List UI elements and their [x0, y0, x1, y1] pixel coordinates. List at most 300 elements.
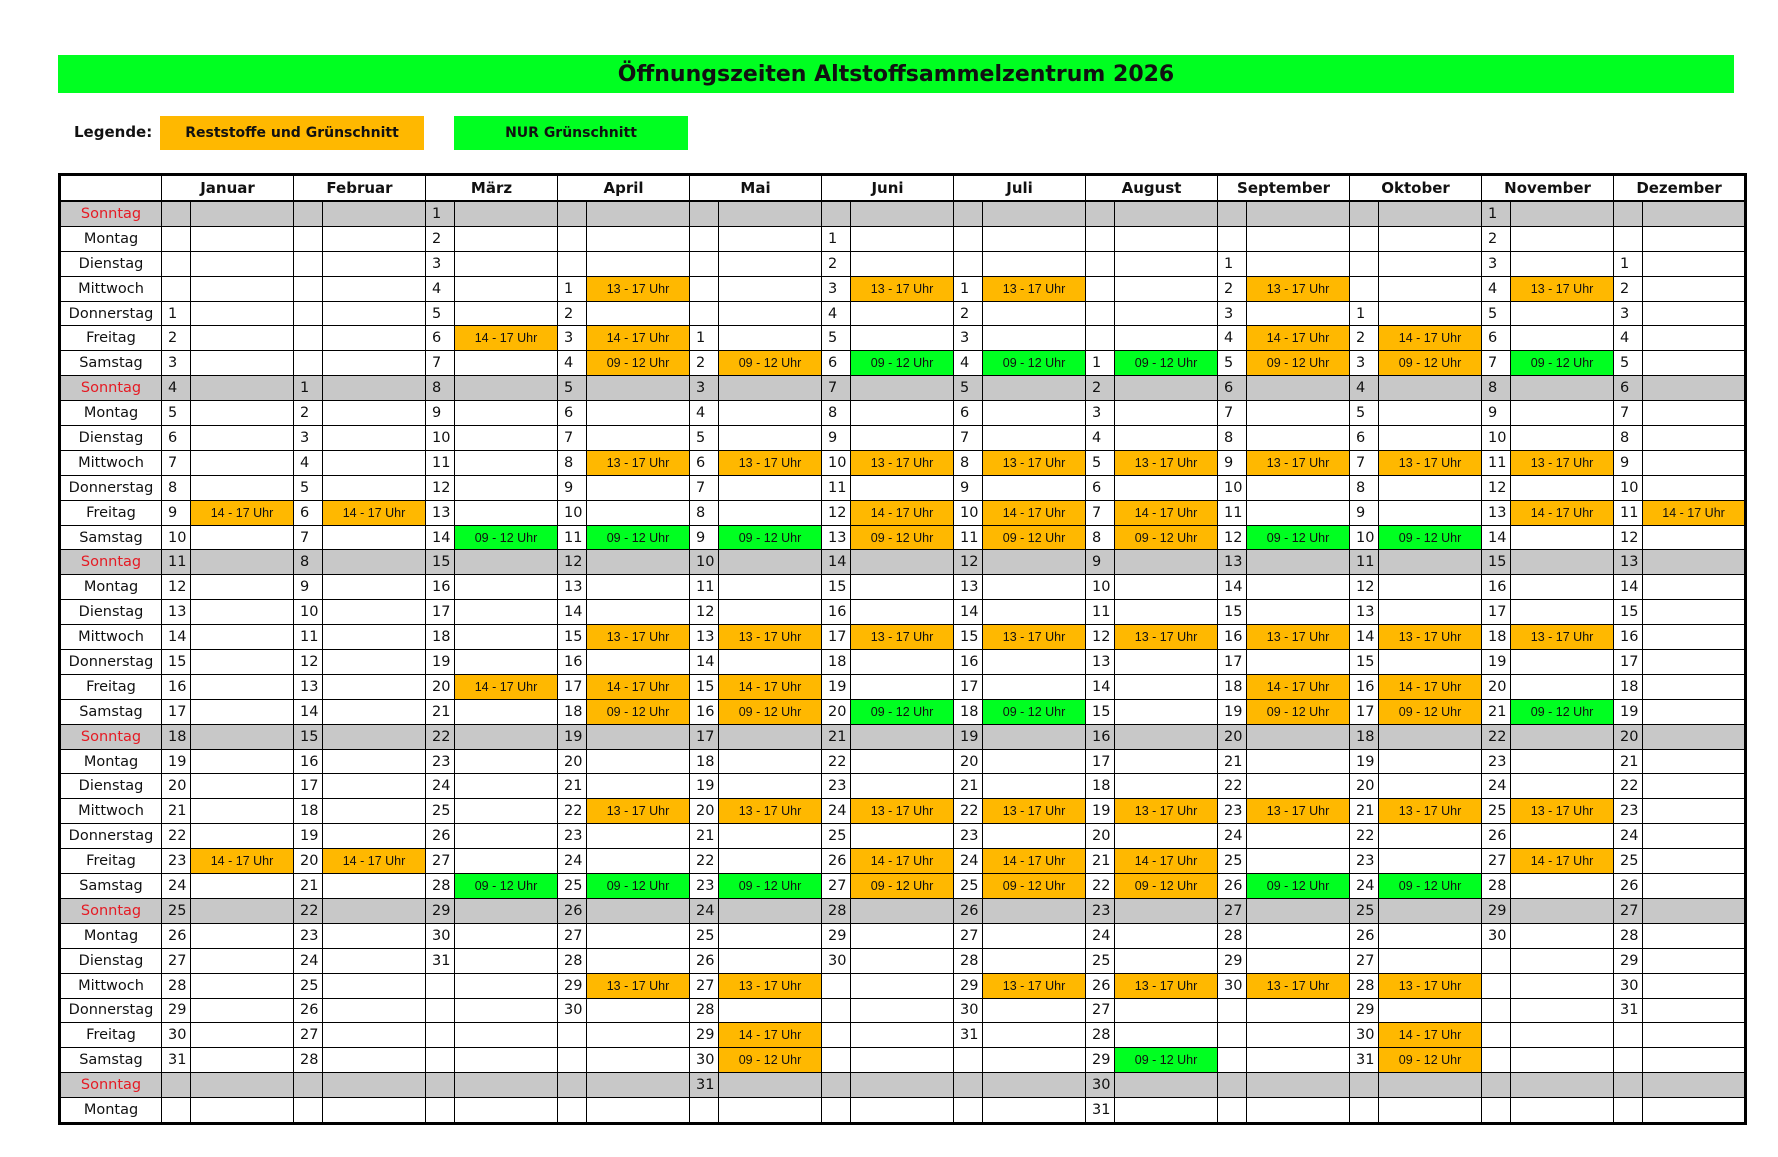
day-number: 26: [954, 898, 983, 923]
day-number: 23: [294, 923, 323, 948]
day-number: 7: [294, 525, 323, 550]
day-number: [822, 1073, 851, 1098]
day-number: [822, 1048, 851, 1073]
opening-hours-cell: 09 - 12 Uhr: [587, 351, 690, 376]
day-number: 25: [426, 799, 455, 824]
month-header: April: [558, 175, 690, 202]
opening-hours-cell: [1511, 251, 1614, 276]
day-number: 13: [690, 625, 719, 650]
day-number: 25: [1086, 948, 1115, 973]
opening-hours-cell: [587, 251, 690, 276]
day-number: 14: [822, 550, 851, 575]
day-number: 3: [294, 426, 323, 451]
day-number: 27: [1482, 849, 1511, 874]
opening-hours-cell: [719, 724, 822, 749]
opening-hours-cell: 13 - 17 Uhr: [983, 799, 1086, 824]
opening-hours-cell: [1511, 749, 1614, 774]
day-number: 5: [162, 401, 191, 426]
day-number: 25: [1614, 849, 1643, 874]
day-number: 23: [954, 824, 983, 849]
weekday-label: Mittwoch: [60, 625, 162, 650]
opening-hours-cell: [191, 401, 294, 426]
day-number: 1: [426, 201, 455, 226]
opening-hours-cell: 13 - 17 Uhr: [851, 799, 954, 824]
opening-hours-cell: 09 - 12 Uhr: [1247, 699, 1350, 724]
opening-hours-cell: 13 - 17 Uhr: [1247, 799, 1350, 824]
day-number: 13: [822, 525, 851, 550]
day-number: 10: [1482, 426, 1511, 451]
day-number: 31: [1350, 1048, 1379, 1073]
opening-hours-cell: [455, 824, 558, 849]
opening-hours-cell: [1379, 724, 1482, 749]
day-number: 24: [954, 849, 983, 874]
opening-hours-cell: 13 - 17 Uhr: [1115, 799, 1218, 824]
weekday-label: Montag: [60, 401, 162, 426]
opening-hours-cell: 13 - 17 Uhr: [1511, 799, 1614, 824]
day-number: 1: [822, 226, 851, 251]
day-number: 8: [558, 450, 587, 475]
day-number: [294, 301, 323, 326]
day-number: 10: [294, 600, 323, 625]
opening-hours-cell: [323, 650, 426, 675]
opening-hours-cell: [323, 301, 426, 326]
day-number: 16: [690, 699, 719, 724]
weekday-label: Dienstag: [60, 251, 162, 276]
opening-hours-cell: [191, 824, 294, 849]
day-number: 6: [954, 401, 983, 426]
day-number: [1086, 276, 1115, 301]
day-number: 25: [1350, 898, 1379, 923]
day-number: 3: [954, 326, 983, 351]
day-number: 26: [1482, 824, 1511, 849]
opening-hours-cell: [1247, 475, 1350, 500]
day-number: 24: [1086, 923, 1115, 948]
weekday-label: Montag: [60, 226, 162, 251]
opening-hours-cell: 14 - 17 Uhr: [191, 500, 294, 525]
day-number: 8: [1350, 475, 1379, 500]
day-number: 19: [558, 724, 587, 749]
day-number: 23: [822, 774, 851, 799]
opening-hours-cell: 09 - 12 Uhr: [1379, 699, 1482, 724]
month-header: Mai: [690, 175, 822, 202]
day-number: 22: [1086, 874, 1115, 899]
opening-hours-cell: [1643, 749, 1746, 774]
day-number: 26: [294, 998, 323, 1023]
month-header: Februar: [294, 175, 426, 202]
day-number: 22: [558, 799, 587, 824]
opening-hours-cell: [587, 376, 690, 401]
day-number: 29: [822, 923, 851, 948]
day-number: 10: [426, 426, 455, 451]
opening-hours-cell: [191, 376, 294, 401]
opening-hours-cell: [1247, 824, 1350, 849]
day-number: [1218, 1073, 1247, 1098]
weekday-row: [60, 251, 1746, 276]
opening-hours-cell: [1511, 201, 1614, 226]
opening-hours-cell: [719, 201, 822, 226]
day-number: [690, 1098, 719, 1124]
day-number: 21: [426, 699, 455, 724]
day-number: [162, 226, 191, 251]
weekday-label: Freitag: [60, 326, 162, 351]
day-number: [558, 226, 587, 251]
day-number: [294, 351, 323, 376]
opening-hours-cell: [1115, 898, 1218, 923]
weekday-row: [60, 1098, 1746, 1124]
day-number: [954, 226, 983, 251]
day-number: 14: [690, 650, 719, 675]
opening-hours-cell: [719, 650, 822, 675]
weekday-row: [60, 824, 1746, 849]
opening-hours-cell: [1379, 650, 1482, 675]
opening-hours-cell: [1379, 201, 1482, 226]
day-number: 19: [1218, 699, 1247, 724]
opening-hours-cell: 13 - 17 Uhr: [1115, 450, 1218, 475]
opening-hours-cell: [191, 749, 294, 774]
opening-hours-cell: [191, 625, 294, 650]
opening-hours-cell: 14 - 17 Uhr: [1115, 849, 1218, 874]
day-number: 19: [954, 724, 983, 749]
day-number: 6: [1482, 326, 1511, 351]
day-number: 4: [1218, 326, 1247, 351]
day-number: 15: [822, 575, 851, 600]
day-number: 6: [162, 426, 191, 451]
opening-hours-cell: [1511, 301, 1614, 326]
opening-hours-cell: 13 - 17 Uhr: [851, 625, 954, 650]
weekday-label: Donnerstag: [60, 824, 162, 849]
day-number: 3: [426, 251, 455, 276]
opening-hours-cell: 09 - 12 Uhr: [851, 525, 954, 550]
day-number: 26: [822, 849, 851, 874]
day-number: [294, 326, 323, 351]
day-number: [1218, 226, 1247, 251]
day-number: [1218, 998, 1247, 1023]
day-number: 31: [1614, 998, 1643, 1023]
opening-hours-cell: [191, 450, 294, 475]
opening-hours-cell: [983, 749, 1086, 774]
opening-hours-cell: [1379, 824, 1482, 849]
opening-hours-cell: [323, 550, 426, 575]
day-number: 13: [558, 575, 587, 600]
opening-hours-cell: [587, 998, 690, 1023]
day-number: 29: [1482, 898, 1511, 923]
opening-hours-cell: [1115, 600, 1218, 625]
opening-hours-cell: [983, 724, 1086, 749]
opening-hours-cell: [587, 1098, 690, 1124]
opening-hours-cell: [455, 898, 558, 923]
month-header: November: [1482, 175, 1614, 202]
opening-hours-cell: [323, 426, 426, 451]
day-number: 22: [822, 749, 851, 774]
opening-hours-cell: [1247, 898, 1350, 923]
day-number: 29: [162, 998, 191, 1023]
day-number: 30: [1614, 973, 1643, 998]
day-number: 25: [162, 898, 191, 923]
opening-hours-cell: [1511, 824, 1614, 849]
opening-hours-cell: 13 - 17 Uhr: [719, 450, 822, 475]
opening-hours-cell: [719, 774, 822, 799]
day-number: 5: [558, 376, 587, 401]
opening-hours-cell: [323, 475, 426, 500]
opening-hours-cell: [983, 650, 1086, 675]
day-number: 17: [954, 674, 983, 699]
day-number: 9: [294, 575, 323, 600]
opening-hours-cell: [323, 600, 426, 625]
day-number: [426, 1073, 455, 1098]
day-number: 10: [690, 550, 719, 575]
opening-hours-cell: [851, 724, 954, 749]
opening-hours-cell: [1115, 1073, 1218, 1098]
opening-hours-cell: [851, 226, 954, 251]
weekday-label: Sonntag: [60, 1073, 162, 1098]
day-number: 11: [1614, 500, 1643, 525]
weekday-label: Samstag: [60, 351, 162, 376]
day-number: 13: [1086, 650, 1115, 675]
day-number: [954, 1098, 983, 1124]
day-number: 8: [1614, 426, 1643, 451]
opening-hours-cell: 13 - 17 Uhr: [1247, 276, 1350, 301]
day-number: 3: [162, 351, 191, 376]
opening-hours-cell: [1115, 998, 1218, 1023]
weekday-label: Samstag: [60, 699, 162, 724]
day-number: 21: [822, 724, 851, 749]
opening-hours-cell: [455, 450, 558, 475]
opening-hours-cell: [983, 998, 1086, 1023]
weekday-label: Mittwoch: [60, 276, 162, 301]
opening-hours-cell: [1379, 251, 1482, 276]
day-number: [1614, 1098, 1643, 1124]
day-number: 22: [1350, 824, 1379, 849]
day-number: [558, 1023, 587, 1048]
day-number: 28: [558, 948, 587, 973]
opening-hours-cell: [1643, 923, 1746, 948]
opening-hours-cell: [455, 351, 558, 376]
opening-hours-cell: [1247, 226, 1350, 251]
sunday-row: [60, 898, 1746, 923]
day-number: 19: [1086, 799, 1115, 824]
opening-hours-cell: [719, 301, 822, 326]
day-number: 21: [690, 824, 719, 849]
day-number: 28: [822, 898, 851, 923]
day-number: 12: [426, 475, 455, 500]
opening-hours-cell: [323, 575, 426, 600]
opening-hours-cell: [191, 201, 294, 226]
day-number: 8: [690, 500, 719, 525]
day-number: 28: [162, 973, 191, 998]
opening-hours-cell: [455, 251, 558, 276]
day-number: 19: [1614, 699, 1643, 724]
day-number: 9: [954, 475, 983, 500]
day-number: 15: [426, 550, 455, 575]
opening-hours-cell: [1643, 724, 1746, 749]
day-number: 2: [1218, 276, 1247, 301]
opening-hours-cell: [1115, 1023, 1218, 1048]
opening-hours-cell: [191, 575, 294, 600]
opening-hours-cell: 13 - 17 Uhr: [1115, 973, 1218, 998]
opening-hours-cell: [851, 575, 954, 600]
day-number: [1482, 948, 1511, 973]
weekday-label: Dienstag: [60, 948, 162, 973]
day-number: 21: [1614, 749, 1643, 774]
opening-hours-cell: [587, 724, 690, 749]
day-number: 3: [1614, 301, 1643, 326]
opening-hours-cell: [1643, 376, 1746, 401]
opening-hours-cell: [587, 1048, 690, 1073]
opening-hours-cell: [1115, 376, 1218, 401]
day-number: 25: [822, 824, 851, 849]
day-number: 2: [1482, 226, 1511, 251]
day-number: 9: [1482, 401, 1511, 426]
day-number: 17: [690, 724, 719, 749]
opening-hours-cell: [587, 401, 690, 426]
day-number: 9: [426, 401, 455, 426]
day-number: 8: [426, 376, 455, 401]
weekday-row: [60, 799, 1746, 824]
day-number: 11: [690, 575, 719, 600]
opening-hours-cell: [191, 550, 294, 575]
day-number: [426, 998, 455, 1023]
weekday-label: Montag: [60, 575, 162, 600]
day-number: 19: [162, 749, 191, 774]
opening-hours-cell: [851, 326, 954, 351]
opening-hours-cell: [1643, 401, 1746, 426]
opening-hours-cell: 13 - 17 Uhr: [983, 973, 1086, 998]
opening-hours-cell: [1247, 849, 1350, 874]
day-number: 13: [1614, 550, 1643, 575]
opening-hours-cell: [455, 1023, 558, 1048]
opening-hours-cell: 13 - 17 Uhr: [1247, 973, 1350, 998]
opening-hours-cell: [455, 226, 558, 251]
opening-hours-cell: 14 - 17 Uhr: [1511, 849, 1614, 874]
day-number: 14: [294, 699, 323, 724]
day-number: [426, 973, 455, 998]
opening-hours-cell: 09 - 12 Uhr: [719, 1048, 822, 1073]
opening-hours-cell: [587, 774, 690, 799]
day-number: [294, 251, 323, 276]
day-number: 2: [1086, 376, 1115, 401]
opening-hours-cell: [983, 923, 1086, 948]
weekday-row: [60, 450, 1746, 475]
opening-hours-cell: [1379, 226, 1482, 251]
day-number: 10: [162, 525, 191, 550]
day-number: [1482, 1023, 1511, 1048]
day-number: 27: [558, 923, 587, 948]
opening-hours-cell: [719, 1098, 822, 1124]
day-number: 27: [690, 973, 719, 998]
day-number: 24: [1218, 824, 1247, 849]
weekday-row: [60, 351, 1746, 376]
opening-hours-cell: [851, 948, 954, 973]
day-number: [558, 1048, 587, 1073]
opening-hours-cell: [1115, 575, 1218, 600]
day-number: [294, 201, 323, 226]
opening-hours-cell: [587, 650, 690, 675]
opening-hours-cell: 09 - 12 Uhr: [587, 699, 690, 724]
opening-hours-cell: 09 - 12 Uhr: [455, 874, 558, 899]
opening-hours-cell: 09 - 12 Uhr: [851, 699, 954, 724]
opening-hours-cell: [983, 600, 1086, 625]
opening-hours-cell: [851, 475, 954, 500]
day-number: 30: [426, 923, 455, 948]
opening-hours-cell: [455, 600, 558, 625]
weekday-row: [60, 774, 1746, 799]
weekday-row: [60, 301, 1746, 326]
day-number: 16: [1218, 625, 1247, 650]
opening-hours-cell: [323, 1073, 426, 1098]
weekday-row: [60, 625, 1746, 650]
day-number: [294, 1098, 323, 1124]
day-number: 9: [1218, 450, 1247, 475]
day-number: 25: [690, 923, 719, 948]
opening-hours-cell: [1511, 326, 1614, 351]
day-number: 7: [1086, 500, 1115, 525]
opening-hours-cell: [851, 201, 954, 226]
day-number: 19: [294, 824, 323, 849]
opening-hours-cell: [455, 376, 558, 401]
day-number: 16: [954, 650, 983, 675]
day-number: 1: [1614, 251, 1643, 276]
day-number: 17: [1482, 600, 1511, 625]
day-number: 20: [822, 699, 851, 724]
opening-hours-cell: [719, 998, 822, 1023]
day-number: [954, 251, 983, 276]
day-number: 6: [426, 326, 455, 351]
day-number: [294, 226, 323, 251]
day-number: 14: [1218, 575, 1247, 600]
opening-hours-cell: [719, 426, 822, 451]
opening-hours-cell: [323, 799, 426, 824]
opening-hours-cell: [1379, 301, 1482, 326]
opening-hours-cell: [851, 998, 954, 1023]
opening-hours-cell: [1643, 699, 1746, 724]
day-number: [954, 201, 983, 226]
day-number: 27: [822, 874, 851, 899]
day-number: 11: [426, 450, 455, 475]
day-number: [558, 1098, 587, 1124]
opening-hours-cell: 09 - 12 Uhr: [719, 525, 822, 550]
opening-hours-cell: 09 - 12 Uhr: [983, 874, 1086, 899]
day-number: 10: [1350, 525, 1379, 550]
opening-hours-cell: 14 - 17 Uhr: [323, 849, 426, 874]
day-number: [690, 251, 719, 276]
opening-hours-cell: [1643, 998, 1746, 1023]
day-number: 20: [558, 749, 587, 774]
day-number: 14: [954, 600, 983, 625]
day-number: 12: [954, 550, 983, 575]
day-number: 27: [294, 1023, 323, 1048]
day-number: 30: [1086, 1073, 1115, 1098]
day-number: 6: [1350, 426, 1379, 451]
opening-hours-cell: [1511, 401, 1614, 426]
day-number: 1: [690, 326, 719, 351]
day-number: 24: [690, 898, 719, 923]
day-number: 19: [822, 674, 851, 699]
day-number: 4: [294, 450, 323, 475]
opening-hours-cell: 09 - 12 Uhr: [983, 525, 1086, 550]
weekday-label: Freitag: [60, 674, 162, 699]
opening-hours-cell: [1643, 1023, 1746, 1048]
opening-hours-cell: [1511, 1023, 1614, 1048]
day-number: 5: [1086, 450, 1115, 475]
day-number: 9: [558, 475, 587, 500]
calendar-body: [60, 201, 1746, 1123]
opening-hours-cell: [191, 301, 294, 326]
opening-hours-cell: [587, 301, 690, 326]
opening-hours-cell: [455, 1048, 558, 1073]
opening-hours-cell: [1115, 824, 1218, 849]
opening-hours-cell: [1643, 650, 1746, 675]
opening-hours-cell: [1379, 998, 1482, 1023]
